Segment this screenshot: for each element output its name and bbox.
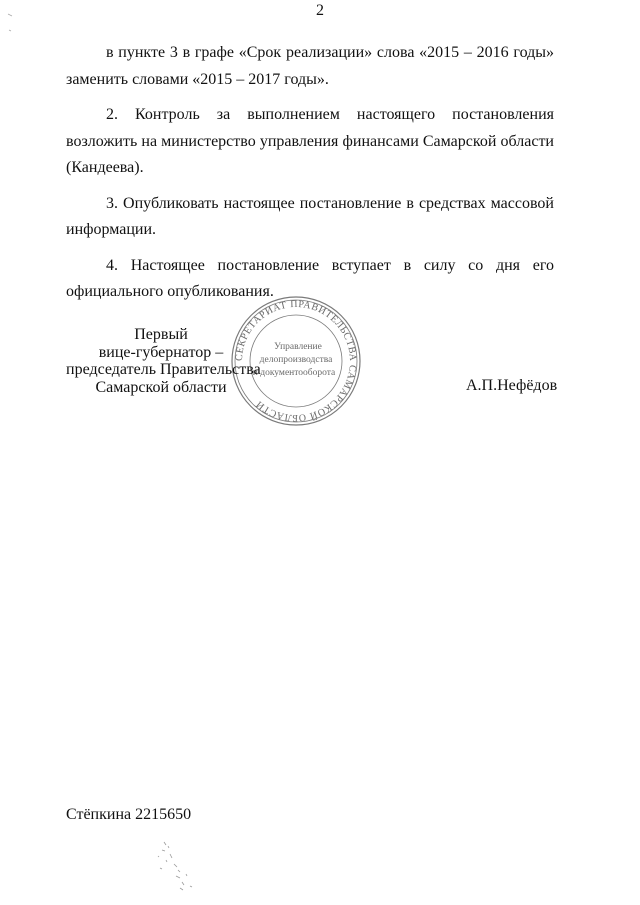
scan-edge-mark — [6, 10, 16, 40]
position-line-3: председатель Правительства — [66, 361, 261, 378]
paragraph-control: 2. Контроль за выполнением настоящего постановления возложить на министерство управления финансами Самарской области (Кандеева). — [66, 106, 554, 176]
position-line-4: Самарской области — [95, 378, 227, 396]
position-line-1: Первый — [134, 326, 188, 343]
page-number: 2 — [316, 2, 324, 19]
executor-contact: Стёпкина 2215650 — [66, 806, 192, 823]
scan-artifact-marks — [150, 838, 210, 898]
seal-center-line-2: делопроизводства — [259, 355, 333, 365]
signatory-name: А.П.Нефёдов — [466, 377, 558, 394]
position-line-2: вице-губернатор – — [98, 343, 224, 361]
seal-center-line-3: и документооборота — [252, 368, 336, 378]
paragraph-amendment: в пункте 3 в графе «Срок реализации» слова «2015 – 2016 годы» заменить словами «2015 – 2017 годы». — [66, 44, 554, 88]
paragraph-publish: 3. Опубликовать настоящее постановление в средствах массовой информации. — [66, 194, 554, 238]
seal-ring-text: СЕКРЕТАРИАТ ПРАВИТЕЛЬСТВА САМАРСКОЙ ОБЛАСТИ — [233, 298, 359, 424]
signatory-position — [66, 326, 261, 396]
seal-center-line-1: Управление — [274, 342, 322, 352]
paragraph-effective: 4. Настоящее постановление вступает в силу со дня его официального опубликования. — [66, 256, 554, 300]
document-body — [66, 40, 554, 315]
